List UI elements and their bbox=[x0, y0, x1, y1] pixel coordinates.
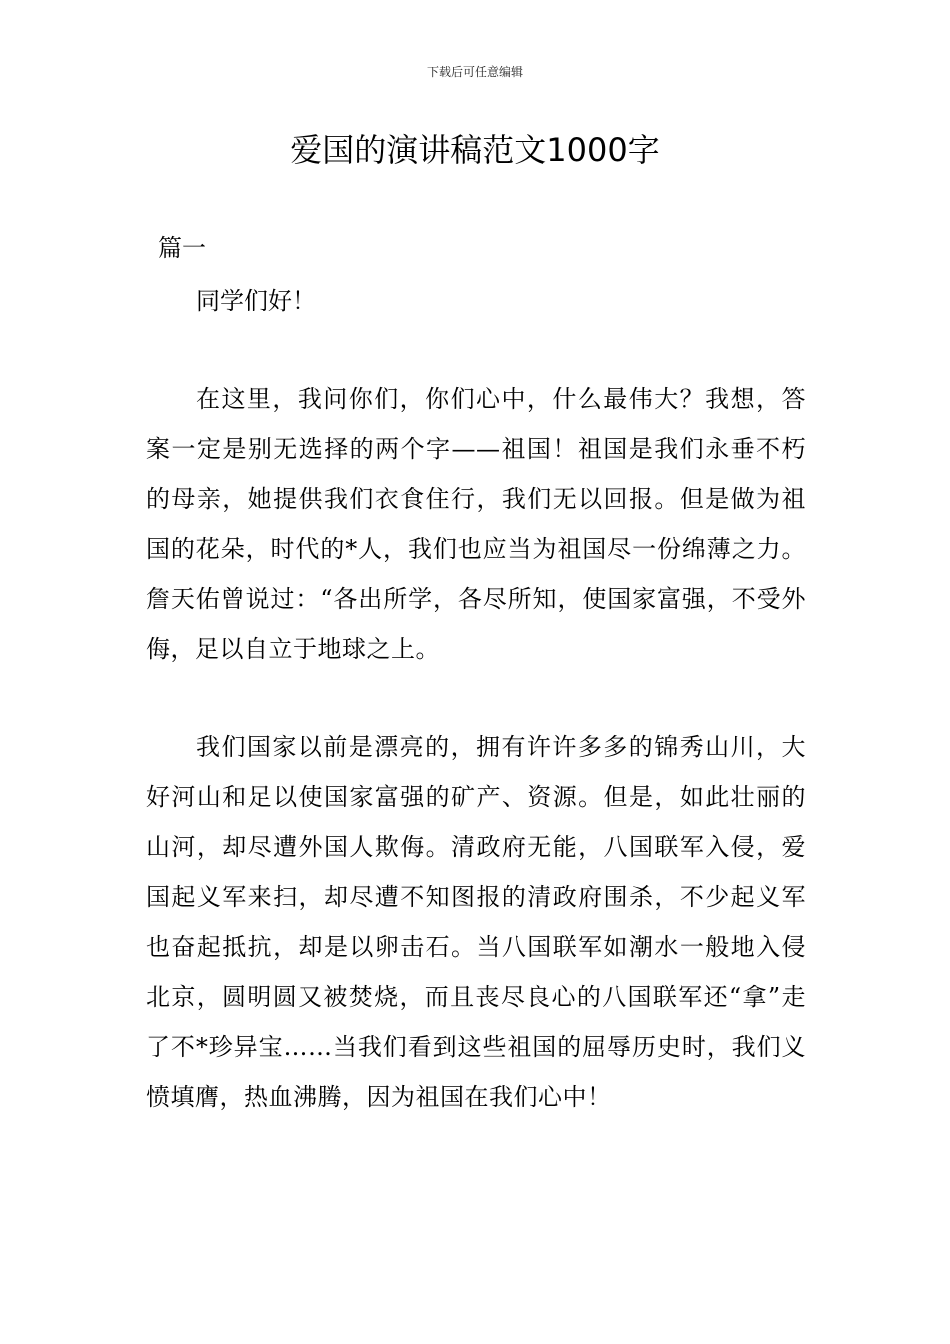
page-title: 爱国的演讲稿范文1000字 bbox=[290, 131, 660, 169]
greeting-line: 同学们好！ bbox=[196, 287, 316, 315]
body-paragraph: 在这里，我问你们，你们心中，什么最伟大？我想，答案一定是别无选择的两个字——祖国！祖国是我们永垂不朽的母亲，她提供我们衣食住行，我们无以回报。但是做为祖国的花朵，时代的*人，我们也应当为祖国尽一份绵薄之力。詹天佑曾说过：“各出所学，各尽所知，使国家富强，不受外侮，足以自立于地球之上。 bbox=[146, 385, 806, 663]
section-label: 篇一 bbox=[158, 234, 206, 262]
header-note: 下载后可任意编辑 bbox=[426, 65, 523, 79]
body-paragraph: 我们国家以前是漂亮的，拥有许许多多的锦秀山川，大好河山和足以使国家富强的矿产、资源。但是，如此壮丽的山河，却尽遭外国人欺侮。清政府无能，八国联军入侵，爱国起义军来扫，却尽遭不知图报的清政府围杀，不少起义军也奋起抵抗，却是以卵击石。当八国联军如潮水一般地入侵北京，圆明圆又被焚烧，而且丧尽良心的八国联军还“拿”走了不*珍异宝……当我们看到这些祖国的屈辱历史时，我们义愤填膺，热血沸腾，因为祖国在我们心中！ bbox=[146, 733, 806, 1111]
